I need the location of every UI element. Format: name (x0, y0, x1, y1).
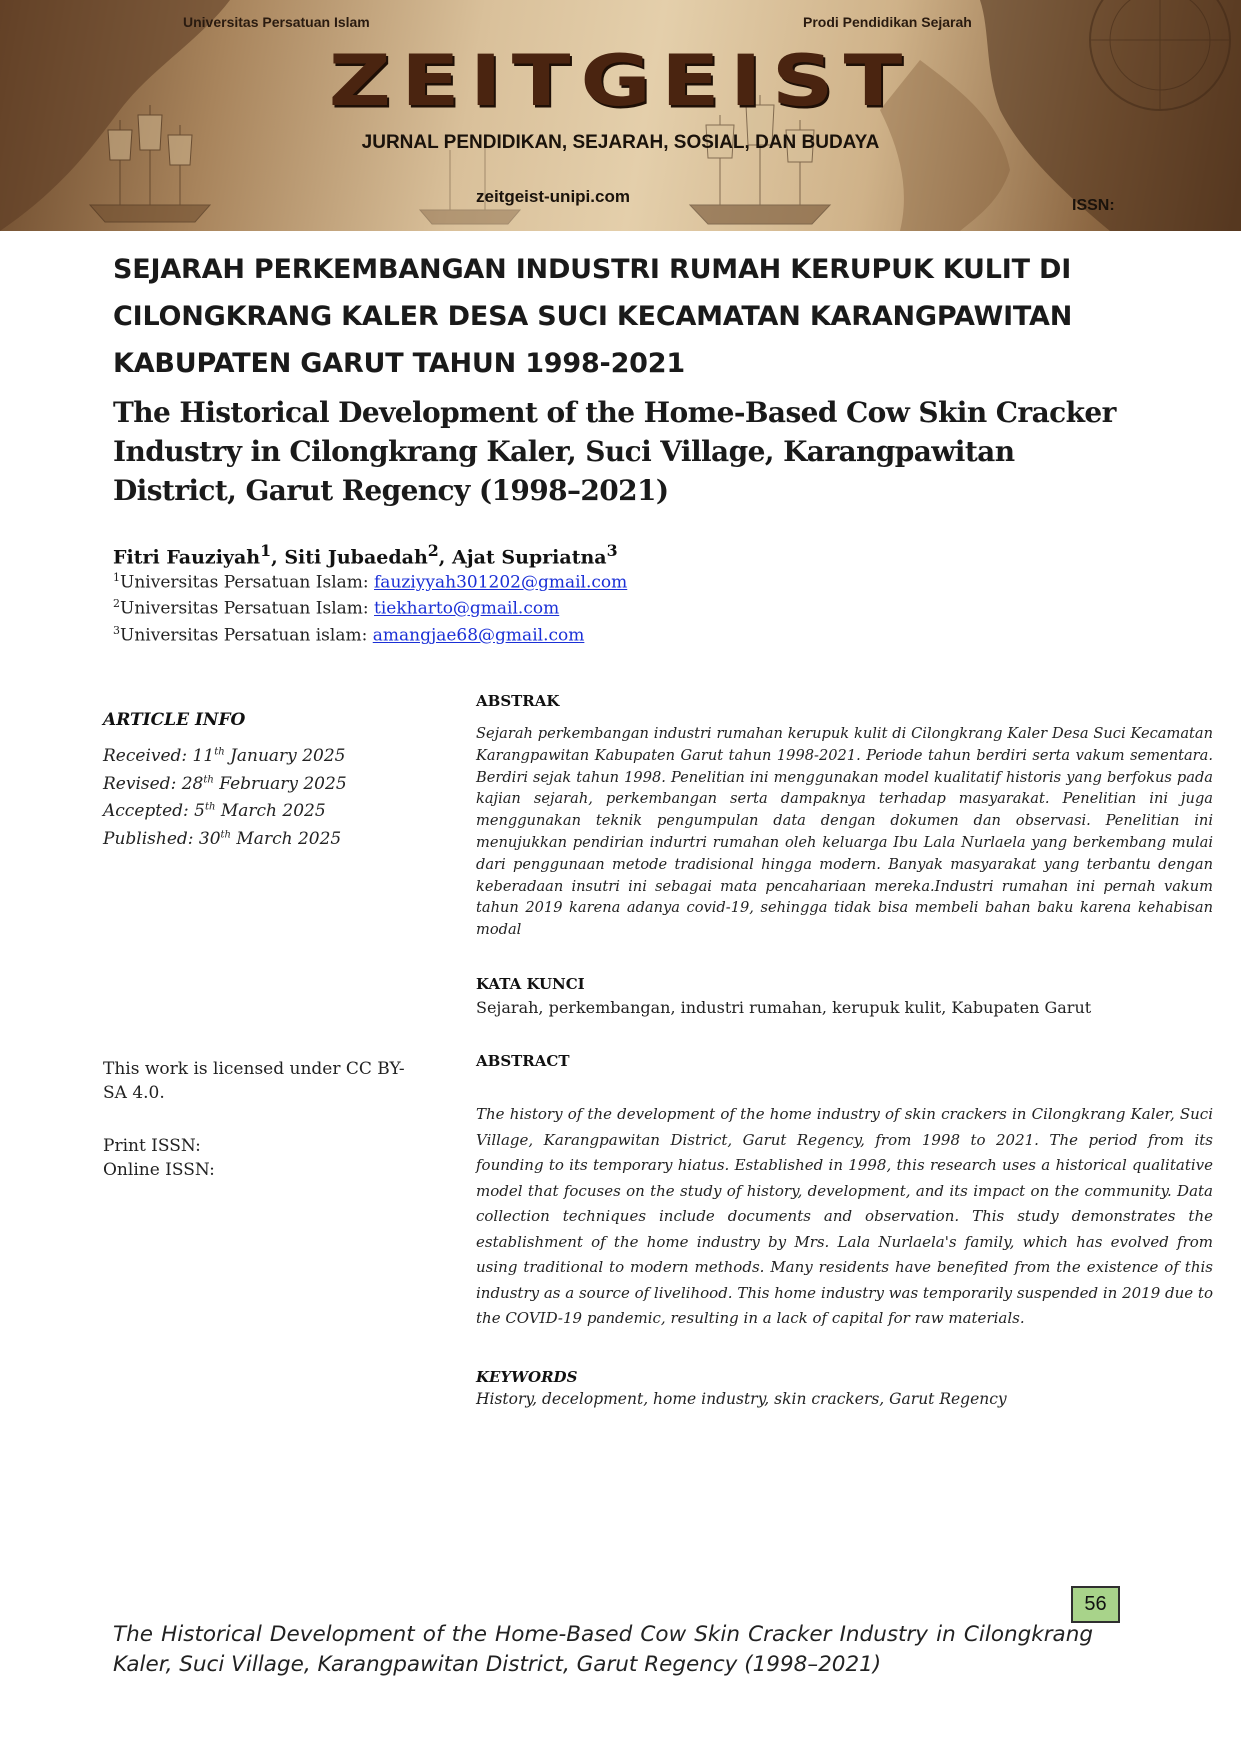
author-affiliation-mark: 2 (427, 541, 439, 560)
published-date: Published: 30th March 2025 (103, 829, 342, 849)
kata-kunci-heading: KATA KUNCI (476, 975, 585, 993)
abstrak-heading: ABSTRAK (476, 692, 560, 710)
affiliation-mark: 3 (113, 624, 120, 637)
abstrak-text: Sejarah perkembangan industri rumahan kerupuk kulit di Cilongkrang Kaler Desa Suci Kecamatan Karangpawitan Kabupaten Garut tahun 1998-2021. Periode tahun berdiri serta vakum sementara. Berdiri sejak tahun 1998. Penelitian ini menggunakan model kualitatif historis yang berfokus pada kajian sejarah, perkembangan serta dampaknya terhadap masyarakat. Penelitian ini juga menggunakan teknik pengumpulan data dengan dokumen dan observasi. Penelitian ini menujukkan pendirian indurtri rumahan oleh keluarga Ibu Lala Nurlaela yang berkembang mulai dari penggunaan metode tradisional hingga modern. Banyak masyarakat yang terbantu dengan keberadaan insutri ini sebagai mata pencahariaan mereka.Industri rumahan ini pernah vakum tahun 2019 karena adanya covid-19, sehingga tidak bisa membeli bahan baku karena kehabisan modal (476, 725, 1213, 939)
page-number: 56 (1071, 1586, 1120, 1623)
email-link[interactable]: amangjae68@gmail.com (372, 625, 585, 646)
paper-title-english: The Historical Development of the Home-Based Cow Skin Cracker Industry in Cilongkrang Kaler, Suci Village, Karangpawitan District, Garut Regency (1998–2021) (113, 396, 1116, 507)
journal-banner (0, 0, 1241, 231)
running-title: The Historical Development of the Home-Based Cow Skin Cracker Industry in Cilongkrang Kaler, Suci Village, Karangpawitan District, Garut Regency (1998–2021) (113, 1622, 1093, 1677)
affiliation-line (113, 571, 627, 593)
author-name: Fitri Fauziyah (113, 546, 261, 569)
affiliation-text: Universitas Persatuan Islam: (120, 572, 375, 593)
affiliation-text: Universitas Persatuan islam: (120, 625, 373, 646)
affiliation-mark: 2 (113, 597, 120, 610)
author-separator: , (438, 546, 453, 569)
online-issn: Online ISSN: (103, 1160, 215, 1180)
journal-website[interactable]: zeitgeist-unipi.com (476, 187, 630, 206)
banner-issn: ISSN: (1072, 197, 1115, 214)
article-info-heading: ARTICLE INFO (103, 710, 246, 730)
kata-kunci-text: Sejarah, perkembangan, industri rumahan, kerupuk kulit, Kabupaten Garut (476, 998, 1092, 1017)
abstract-text: The history of the development of the home industry of skin crackers in Cilongkrang Kaler, Suci Village, Karangpawitan District, Garut Regency, from 1998 to 2021. The period from its founding to its temporary hiatus. Established in 1998, this research uses a historical qualitative model that focuses on the study of history, development, and its impact on the community. Data collection techniques include documents and observation. This study demonstrates the establishment of the home industry by Mrs. Lala Nurlaela's family, which has evolved from using traditional to modern methods. Many residents have benefited from the existence of this industry as a source of livelihood. This home industry was temporarily suspended in 2019 due to the COVID-19 pandemic, resulting in a lack of capital for raw materials. (476, 1105, 1213, 1327)
received-date: Received: 11th January 2025 (103, 746, 346, 766)
email-link[interactable]: fauziyyah301202@gmail.com (374, 572, 628, 593)
affiliation-line (113, 624, 584, 646)
author-list (113, 541, 618, 568)
revised-date: Revised: 28th February 2025 (103, 774, 347, 794)
journal-subtitle: JURNAL PENDIDIKAN, SEJARAH, SOSIAL, DAN BUDAYA (361, 132, 880, 153)
journal-name: ZEITGEIST (328, 40, 913, 123)
affiliation-line (113, 597, 559, 619)
paper-title-indonesian: SEJARAH PERKEMBANGAN INDUSTRI RUMAH KERUPUK KULIT DI CILONGKRANG KALER DESA SUCI KECAMATAN KARANGPAWITAN KABUPATEN GARUT TAHUN 1998-2021 (113, 254, 1073, 379)
banner-university: Universitas Persatuan Islam (183, 14, 370, 30)
author-name: Ajat Supriatna (452, 546, 607, 569)
author-name: Siti Jubaedah (284, 546, 428, 569)
accepted-date: Accepted: 5th March 2025 (103, 801, 326, 821)
author-affiliation-mark: 3 (606, 541, 618, 560)
author-affiliation-mark: 1 (260, 541, 272, 560)
print-issn: Print ISSN: (103, 1136, 201, 1156)
license-note: This work is licensed under CC BY-SA 4.0. (103, 1059, 405, 1103)
keywords-text: History, decelopment, home industry, skin crackers, Garut Regency (476, 1390, 1007, 1408)
email-link[interactable]: tiekharto@gmail.com (374, 598, 560, 619)
affiliation-mark: 1 (113, 571, 120, 584)
author-separator: , (271, 546, 285, 569)
abstract-heading: ABSTRACT (476, 1052, 570, 1070)
keywords-heading: KEYWORDS (476, 1368, 578, 1386)
affiliation-text: Universitas Persatuan Islam: (120, 598, 375, 619)
banner-program: Prodi Pendidikan Sejarah (803, 14, 972, 30)
